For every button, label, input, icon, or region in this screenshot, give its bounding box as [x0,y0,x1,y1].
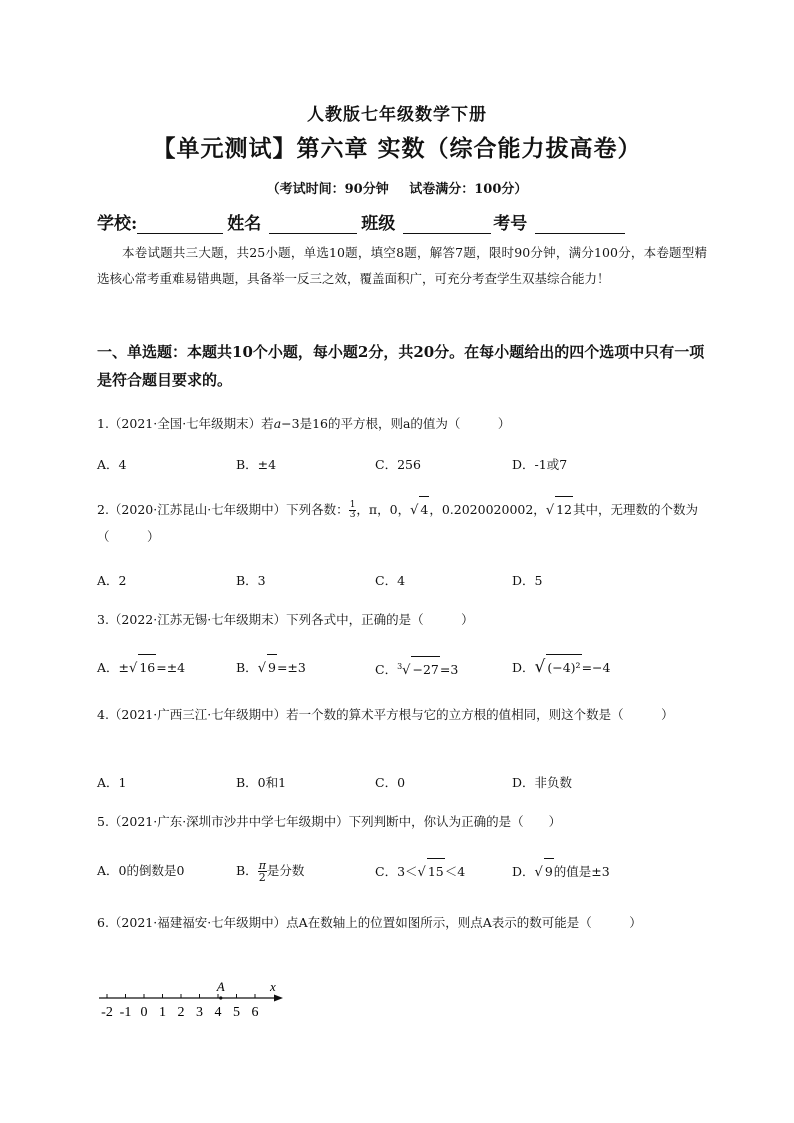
q3-option-c[interactable] [375,654,458,684]
q3-c-prefix: C． [375,662,398,678]
name-label: 姓名 [227,214,262,234]
q2-option-c[interactable]: C．4 [375,573,406,588]
number-line-tick-label: -1 [119,1005,132,1020]
q5-b-fraction [258,860,267,883]
q3-d-radical-icon: √ [534,657,546,677]
q5-b-den: 2 [258,871,266,884]
student-info-line [97,210,707,234]
q4-option-d[interactable]: D．非负数 [512,775,573,790]
q5-option-d[interactable] [512,858,610,886]
question-4: 4.（2021·广西三江·七年级期中）若一个数的算术平方根与它的立方根的值相同，则这个数是（ ） [97,707,674,722]
q4-option-a[interactable]: A．1 [97,775,127,790]
q5-b-suffix: 是分数 [266,863,305,878]
q3-a-radicand: 16 [138,654,156,681]
q3-c-root-index: 3 [397,662,403,671]
q3-c-radicand: −27 [411,656,439,683]
q2-sqrt-1: 4 [419,496,429,523]
q2-option-d[interactable]: D．5 [512,573,543,588]
exam-no-blank[interactable] [535,215,625,234]
number-line-labels [101,1005,258,1020]
question-2 [97,496,707,550]
q1-var: a [273,416,282,431]
question-5: 5.（2021·广东·深圳市沙井中学七年级期中）下列判断中，你认为正确的是（ ） [97,814,562,829]
q5-c-radical-icon: √ [417,865,426,880]
number-line-tick-label: 6 [251,1005,259,1020]
q5-c-prefix: C．3＜ [375,864,418,879]
number-line-tick-label: 0 [140,1005,148,1020]
q3-d-suffix: =−4 [581,660,611,675]
class-label: 班级 [361,214,396,234]
exam-no-label: 考号 [493,214,528,234]
exam-title: 【单元测试】第六章 实数（综合能力拔高卷） [152,135,642,162]
number-line-tick-label: 4 [214,1005,222,1020]
q2-sqrt-2: 12 [555,496,573,523]
book-title: 人教版七年级数学下册 [307,105,487,125]
q5-option-a[interactable]: A．0的倒数是0 [97,863,185,878]
q5-d-suffix: 的值是±3 [553,864,610,879]
number-line-arrow-icon [274,995,283,1002]
q3-b-suffix: =±3 [276,660,306,675]
point-a-label: A [216,979,225,994]
q5-d-radicand: 9 [544,858,554,885]
q3-b-prefix: B． [236,660,258,675]
number-line-figure [95,978,295,1028]
number-line-tick-label: 5 [233,1005,240,1020]
exam-intro: 本卷试题共三大题，共25小题，单选10题，填空8题，解答7题，限时90分钟，满分100分，本卷题型精选核心常考重难易错典题，具备举一反三之效，覆盖面积广，可充分考查学生双基综合能力！ [97,245,707,286]
q5-option-c[interactable] [375,858,465,886]
q2-stem-a: 2.（2020·江苏昆山·七年级期中）下列各数： [97,502,349,517]
exam-time: （考试时间：90分钟 [266,182,389,197]
q5-d-radical-icon: √ [534,865,543,880]
q3-option-d[interactable] [512,654,610,681]
axis-x-label: x [270,979,276,994]
exam-score: 试卷满分：100分） [409,182,528,197]
number-line-tick-label: 1 [159,1005,166,1020]
q2-stem-c: ，0.2020020002， [429,502,546,517]
q3-option-b[interactable] [236,654,306,682]
question-3: 3.（2022·江苏无锡·七年级期末）下列各式中，正确的是（ ） [97,612,474,627]
q2-radical-2-icon: √ [545,503,555,518]
q4-option-b[interactable]: B．0和1 [236,775,287,790]
q5-b-num: π [258,859,266,872]
q1-option-a[interactable]: A．4 [97,457,127,472]
school-blank[interactable] [137,215,223,234]
q2-stem-b: ，π，0， [356,502,411,517]
q3-a-prefix: A．± [97,660,130,675]
q2-frac-den: 3 [349,510,356,520]
class-field [361,209,491,234]
q1-stem-a: 1.（2021·全国·七年级期末）若 [97,416,274,431]
point-a-marker [219,996,222,999]
question-3-options [97,654,707,680]
exam-meta [0,178,794,197]
q3-d-radicand: (−4)² [546,654,581,681]
q5-option-b[interactable] [236,858,304,884]
name-field [227,209,357,234]
q2-stem-d: 其中，无理数的个数为（ ） [97,502,699,544]
number-line-tick-label: 3 [196,1005,203,1020]
question-4-options [97,770,707,796]
q3-c-radical-icon: √ [402,663,411,679]
q4-option-c[interactable]: C．0 [375,775,406,790]
section-heading-single-choice: 一、单选题：本题共10个小题，每小题2分，共20分。在每小题给出的四个选项中只有一项是符合题目要求的。 [97,343,705,389]
question-2-options [97,568,707,594]
q3-b-radical-icon: √ [257,661,266,676]
q2-frac-num: 1 [349,500,356,510]
q3-a-suffix: =±4 [156,660,186,675]
q1-option-c[interactable]: C．256 [375,457,421,472]
question-1-options [97,452,707,478]
q3-c-suffix: =3 [439,662,459,678]
school-label: 学校: [97,214,138,234]
q3-d-prefix: D． [512,660,535,675]
q3-b-radicand: 9 [267,654,277,681]
q1-stem-b: −3是16的平方根，则a的值为（ ） [281,416,511,431]
class-blank[interactable] [403,215,491,234]
school-field [97,209,223,234]
q5-d-prefix: D． [512,864,535,879]
q5-c-radicand: 15 [427,858,445,885]
q2-option-a[interactable]: A．2 [97,573,127,588]
exam-no-field [493,209,625,234]
q2-radical-1-icon: √ [410,503,419,518]
q1-option-d[interactable]: D．-1或7 [512,457,568,472]
name-blank[interactable] [269,215,357,234]
question-5-options [97,858,707,884]
q3-a-radical-icon: √ [129,661,138,676]
q2-option-b[interactable]: B．3 [236,573,266,588]
q1-option-b[interactable]: B．±4 [236,457,277,472]
number-line-tick-label: -2 [101,1005,113,1020]
number-line-tick-label: 2 [177,1005,185,1020]
q5-b-prefix: B． [236,863,258,878]
q3-option-a[interactable] [97,654,185,682]
question-1 [97,411,707,437]
question-6: 6.（2021·福建福安·七年级期中）点A在数轴上的位置如图所示，则点A表示的数可能是（ ） [97,915,642,930]
q5-c-suffix: ＜4 [444,864,466,879]
